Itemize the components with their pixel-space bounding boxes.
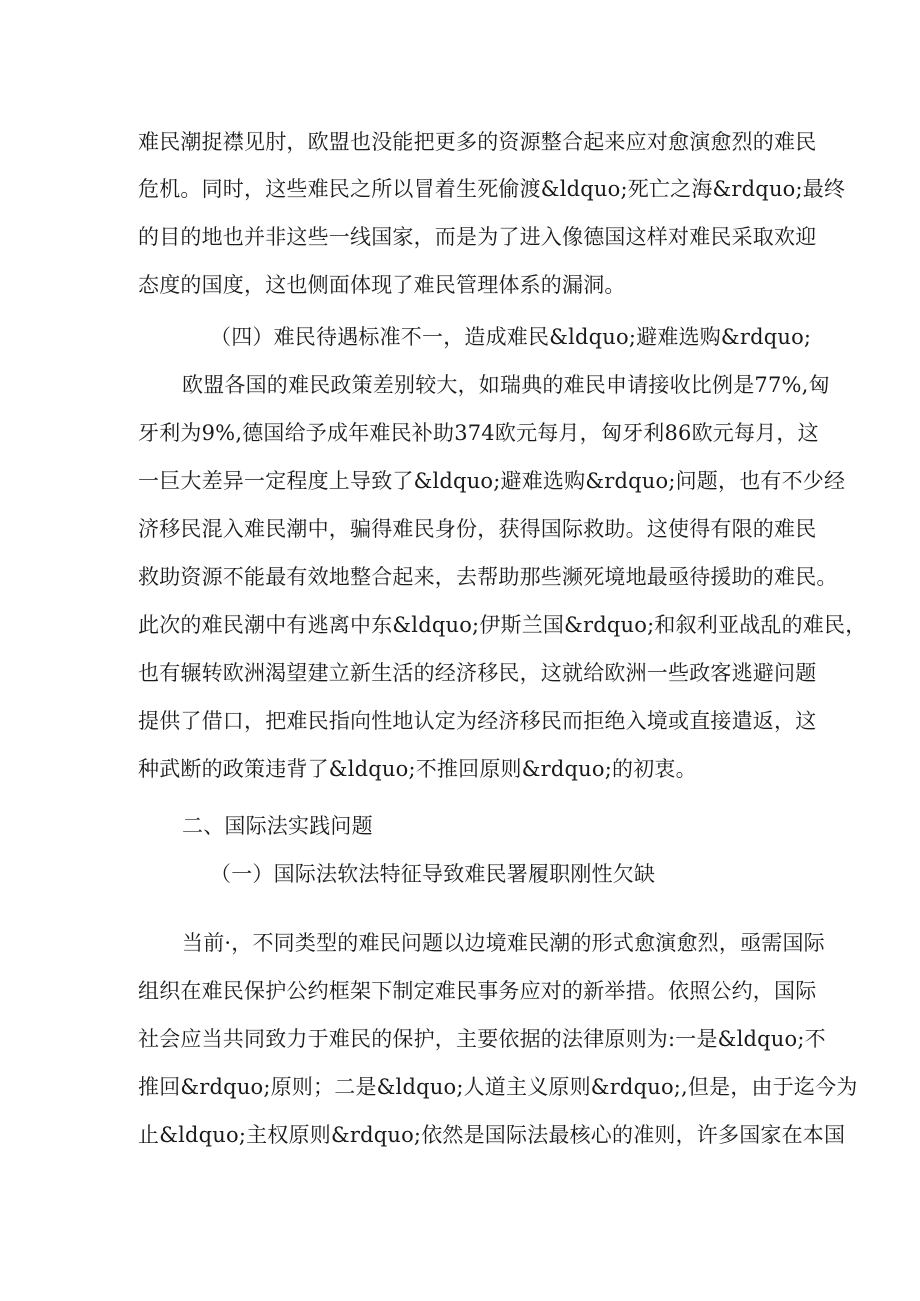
paragraph-2-line-3: 一巨大差异一定程度上导致了&ldquo;避难选购&rdquo;问题，也有不少经 [138, 469, 846, 493]
section-heading-four: （四）难民待遇标准不一，造成难民&ldquo;避难选购&rdquo; [210, 325, 812, 349]
section-heading-one: （一）国际法软法特征导致难民署履职刚性欠缺 [210, 862, 656, 886]
paragraph-2-line-6: 此次的难民潮中有逃离中东&ldquo;伊斯兰国&rdquo;和叙利亚战乱的难民， [138, 613, 867, 637]
paragraph-3-line-4: 推回&rdquo;原则；二是&ldquo;人道主义原则&rdquo;,但是，由于迄今为 [138, 1075, 858, 1099]
paragraph-3-line-5: 止&ldquo;主权原则&rdquo;依然是国际法最核心的准则，许多国家在本国 [138, 1123, 846, 1147]
paragraph-2-line-1: 欧盟各国的难民政策差别较大，如瑞典的难民申请接收比例是77%,匈 [182, 373, 830, 397]
paragraph-2-line-5: 救助资源不能最有效地整合起来，去帮助那些濒死境地最亟待援助的难民。 [138, 565, 838, 589]
paragraph-1-line-1: 难民潮捉襟见肘，欧盟也没能把更多的资源整合起来应对愈演愈烈的难民 [138, 130, 817, 154]
paragraph-2-line-8: 提供了借口，把难民指向性地认定为经济移民而拒绝入境或直接遣返，这 [138, 709, 817, 733]
paragraph-3-line-3: 社会应当共同致力于难民的保护，主要依据的法律原则为:一是&ldquo;不 [138, 1027, 826, 1051]
paragraph-2-line-2: 牙利为9%,德国给予成年难民补助374欧元每月，匈牙利86欧元每月，这 [138, 421, 819, 445]
paragraph-2-line-9: 种武断的政策违背了&ldquo;不推回原则&rdquo;的初衷。 [138, 757, 697, 781]
paragraph-2-line-7: 也有辗转欧洲渴望建立新生活的经济移民，这就给欧洲一些政客逃避问题 [138, 661, 817, 685]
paragraph-2-line-4: 济移民混入难民潮中，骗得难民身份，获得国际救助。这使得有限的难民 [138, 517, 817, 541]
paragraph-1-line-2: 危机。同时，这些难民之所以冒着生死偷渡&ldquo;死亡之海&rdquo;最终 [138, 177, 846, 201]
paragraph-3-line-2: 组织在难民保护公约框架下制定难民事务应对的新举措。依照公约，国际 [138, 979, 817, 1003]
paragraph-3-line-1: 当前·，不同类型的难民问题以边境难民潮的形式愈演愈烈，亟需国际 [182, 931, 825, 955]
paragraph-1-line-3: 的目的地也并非这些一线国家，而是为了进入像德国这样对难民采取欢迎 [138, 225, 817, 249]
section-heading-two: 二、国际法实践问题 [182, 814, 373, 838]
paragraph-1-line-4: 态度的国度，这也侧面体现了难民管理体系的漏洞。 [138, 273, 626, 297]
